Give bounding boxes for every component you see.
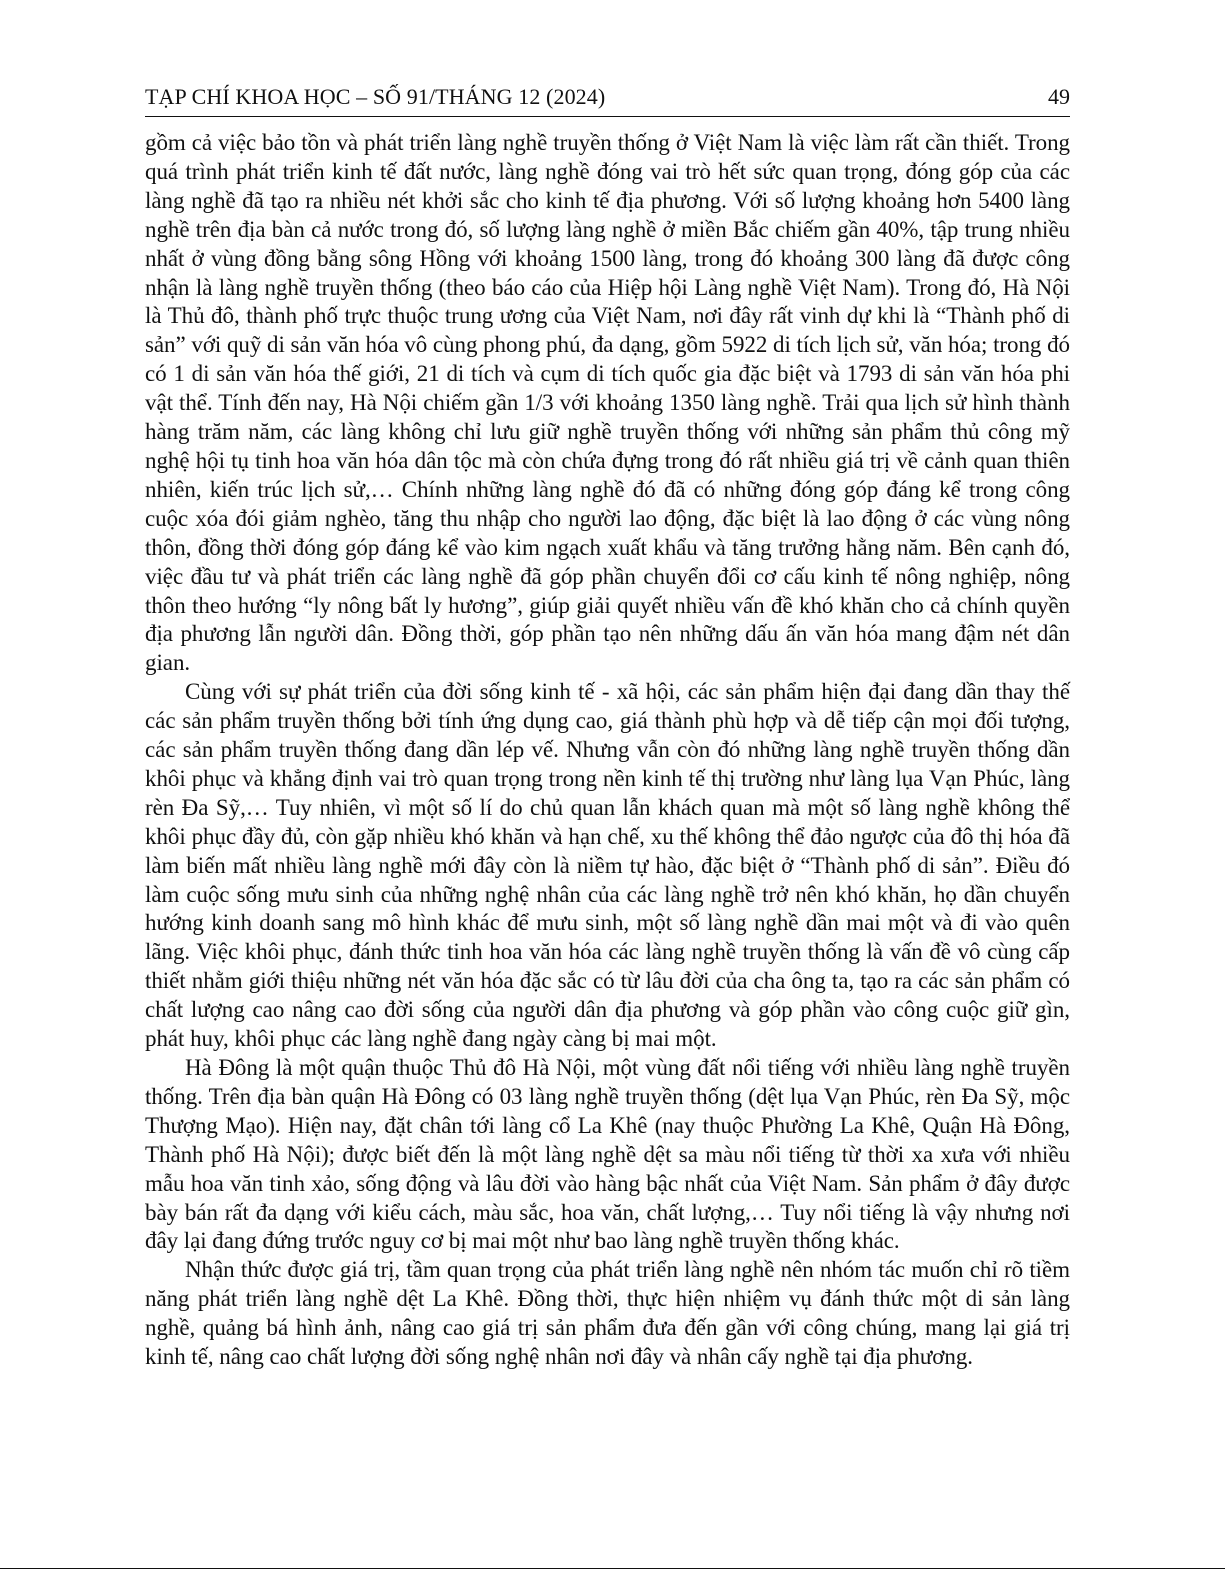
journal-title: TẠP CHÍ KHOA HỌC – SỐ 91/THÁNG 12 (2024) (145, 84, 606, 109)
paragraph-2: Cùng với sự phát triển của đời sống kinh tế - xã hội, các sản phẩm hiện đại đang dần thay thế các sản phẩm truyền thống bởi tính ứng dụng cao, giá thành phù hợp và dễ tiếp cận mọi đối tượng, các sản phẩm truyền thống đang dần lép vế. Nhưng vẫn còn đó những làng nghề truyền thống dần khôi phục và khẳng định vai trò quan trọng trong nền kinh tế thị trường như làng lụa Vạn Phúc, làng rèn Đa Sỹ,… Tuy nhiên, vì một số lí do chủ quan lẫn khách quan mà một số làng nghề không thể khôi phục đầy đủ, còn gặp nhiều khó khăn và hạn chế, xu thế không thể đảo ngược của đô thị hóa đã làm biến mất nhiều làng nghề mới đây còn là niềm tự hào, đặc biệt ở “Thành phố di sản”. Điều đó làm cuộc sống mưu sinh của những nghệ nhân của các làng nghề trở nên khó khăn, họ dần chuyển hướng kinh doanh sang mô hình khác để mưu sinh, một số làng nghề dần mai một và đi vào quên lãng. Việc khôi phục, đánh thức tinh hoa văn hóa các làng nghề truyền thống là vấn đề vô cùng cấp thiết nhằm giới thiệu những nét văn hóa đặc sắc có từ lâu đời của cha ông ta, tạo ra các sản phẩm có chất lượng cao nâng cao đời sống của người dân địa phương và góp phần vào công cuộc giữ gìn, phát huy, khôi phục các làng nghề đang ngày càng bị mai một. (145, 679, 1070, 1052)
running-header (145, 82, 1070, 117)
paragraph-3: Hà Đông là một quận thuộc Thủ đô Hà Nội, một vùng đất nổi tiếng với nhiều làng nghề truyền thống. Trên địa bàn quận Hà Đông có 03 làng nghề truyền thống (dệt lụa Vạn Phúc, rèn Đa Sỹ, mộc Thượng Mạo). Hiện nay, đặt chân tới làng cổ La Khê (nay thuộc Phường La Khê, Quận Hà Đông, Thành phố Hà Nội); được biết đến là một làng nghề dệt sa màu nổi tiếng từ thời xa xưa với nhiều mẫu hoa văn tinh xảo, sống động và lâu đời vào hàng bậc nhất của Việt Nam. Sản phẩm ở đây được bày bán rất đa dạng với kiểu cách, màu sắc, hoa văn, chất lượng,… Tuy nổi tiếng là vậy nhưng nơi đây lại đang đứng trước nguy cơ bị mai một như bao làng nghề truyền thống khác. (145, 1055, 1070, 1254)
journal-page (145, 82, 1070, 1372)
page-number: 49 (1048, 84, 1070, 109)
article-body (145, 129, 1070, 1372)
bottom-divider (0, 1568, 1225, 1569)
paragraph-1: gồm cả việc bảo tồn và phát triển làng nghề truyền thống ở Việt Nam là việc làm rất cần thiết. Trong quá trình phát triển kinh tế đất nước, làng nghề đóng vai trò hết sức quan trọng, đóng góp của các làng nghề đã tạo ra nhiều nét khởi sắc cho kinh tế địa phương. Với số lượng khoảng hơn 5400 làng nghề trên địa bàn cả nước trong đó, số lượng làng nghề ở miền Bắc chiếm gần 40%, tập trung nhiều nhất ở vùng đồng bằng sông Hồng với khoảng 1500 làng, trong đó khoảng 300 làng đã được công nhận là làng nghề truyền thống (theo báo cáo của Hiệp hội Làng nghề Việt Nam). Trong đó, Hà Nội là Thủ đô, thành phố trực thuộc trung ương của Việt Nam, nơi đây rất vinh dự khi là “Thành phố di sản” với quỹ di sản văn hóa vô cùng phong phú, đa dạng, gồm 5922 di tích lịch sử, văn hóa; trong đó có 1 di sản văn hóa thế giới, 21 di tích và cụm di tích quốc gia đặc biệt và 1793 di sản văn hóa phi vật thể. Tính đến nay, Hà Nội chiếm gần 1/3 với khoảng 1350 làng nghề. Trải qua lịch sử hình thành hàng trăm năm, các làng không chỉ lưu giữ nghề truyền thống với những sản phẩm thủ công mỹ nghệ hội tụ tinh hoa văn hóa dân tộc mà còn chứa đựng trong đó rất nhiều giá trị về cảnh quan thiên nhiên, kiến trúc lịch sử,… Chính những làng nghề đó đã có những đóng góp đáng kể trong công cuộc xóa đói giảm nghèo, tăng thu nhập cho người lao động, đặc biệt là lao động ở các vùng nông thôn, đồng thời đóng góp đáng kể vào kim ngạch xuất khẩu và tăng trưởng hằng năm. Bên cạnh đó, việc đầu tư và phát triển các làng nghề đã góp phần chuyển đổi cơ cấu kinh tế nông nghiệp, nông thôn theo hướng “ly nông bất ly hương”, giúp giải quyết nhiều vấn đề khó khăn cho cả chính quyền địa phương lẫn người dân. Đồng thời, góp phần tạo nên những dấu ấn văn hóa mang đậm nét dân gian. (145, 130, 1070, 676)
paragraph-4: Nhận thức được giá trị, tầm quan trọng của phát triển làng nghề nên nhóm tác muốn chỉ rõ tiềm năng phát triển làng nghề dệt La Khê. Đồng thời, thực hiện nhiệm vụ đánh thức một di sản làng nghề, quảng bá hình ảnh, nâng cao giá trị sản phẩm đưa đến gần với công chúng, mang lại giá trị kinh tế, nâng cao chất lượng đời sống nghệ nhân nơi đây và nhân cấy nghề tại địa phương. (145, 1257, 1070, 1370)
